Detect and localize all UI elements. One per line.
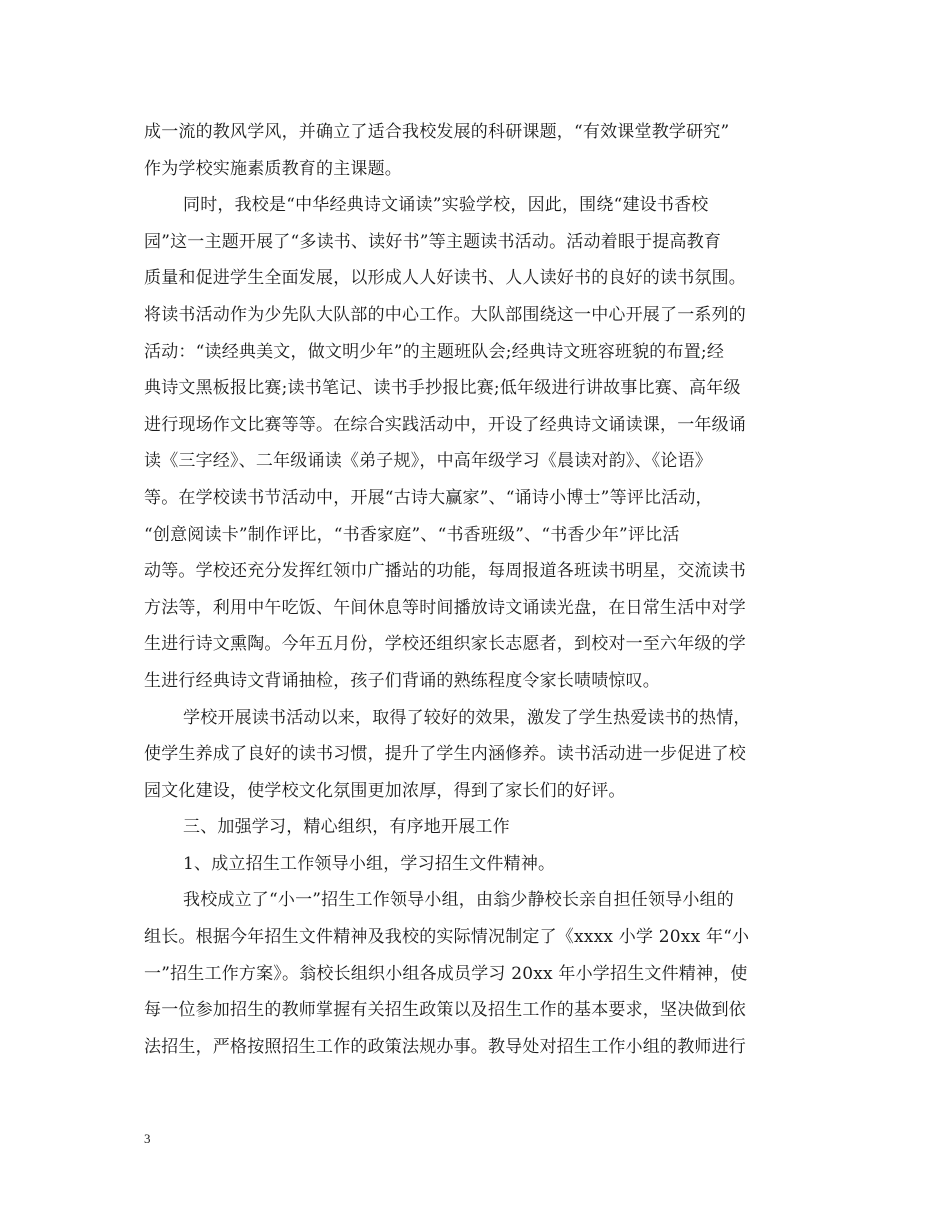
text-line: 使学生养成了良好的读书习惯，提升了学生内涵修养。读书活动进一步促进了校 [144,744,746,765]
text-line: 法招生，严格按照招生工作的政策法规办事。教导处对招生工作小组的教师进行 [144,1036,746,1057]
text-line: 作为学校实施素质教育的主课题。 [144,158,402,179]
text-line: 园”这一主题开展了“多读书、读好书”等主题读书活动。活动着眼于提高教育 [144,231,722,252]
text-line: 生进行诗文熏陶。今年五月份，学校还组织家长志愿者，到校对一至六年级的学 [144,634,746,655]
text-line: 组长。根据今年招生文件精神及我校的实际情况制定了《xxxx 小学 20xx 年“小 [144,927,750,948]
text-line: 一”招生工作方案》。翁校长组织小组各成员学习 20xx 年小学招生文件精神，使 [144,963,748,984]
text-line: 读《三字经》、二年级诵读《弟子规》，中高年级学习《晨读对韵》、《论语》 [144,451,712,472]
text-line: 学校开展读书活动以来，取得了较好的效果，激发了学生热爱读书的热情， [183,707,751,728]
text-line: 典诗文黑板报比赛;读书笔记、读书手抄报比赛;低年级进行讲故事比赛、高年级 [144,378,741,399]
page-number: 3 [144,1131,151,1146]
text-line: 三、加强学习，精心组织，有序地开展工作 [183,817,510,838]
text-line: 生进行经典诗文背诵抽检，孩子们背诵的熟练程度令家长啧啧惊叹。 [144,670,660,691]
text-line: 成一流的教风学风，并确立了适合我校发展的科研课题，“有效课堂教学研究” [144,122,730,142]
text-line: 进行现场作文比赛等等。在综合实践活动中，开设了经典诗文诵读课，一年级诵 [144,414,746,435]
text-line: 1、成立招生工作领导小组，学习招生文件精神。 [183,853,556,874]
text-line: 活动：“读经典美文，做文明少年”的主题班队会;经典诗文班容班貌的布置;经 [144,341,725,362]
text-line: 每一位参加招生的教师掌握有关招生政策以及招生工作的基本要求，坚决做到依 [144,1000,746,1021]
text-line: 质量和促进学生全面发展，以形成人人好读书、人人读好书的良好的读书氛围。 [144,268,746,289]
text-line: 等。在学校读书节活动中，开展“古诗大赢家”、“诵诗小博士”等评比活动， [144,487,713,508]
document-body [144,114,808,1065]
text-line: “创意阅读卡”制作评比，“书香家庭”、“书香班级”、“书香少年”评比活 [144,524,680,545]
text-line: 动等。学校还充分发挥红领巾广播站的功能，每周报道各班读书明星，交流读书 [144,561,746,582]
text-line: 我校成立了“小一”招生工作领导小组，由翁少静校长亲自担任领导小组的 [183,890,734,911]
text-line: 园文化建设，使学校文化氛围更加浓厚，得到了家长们的好评。 [144,780,626,801]
text-line: 同时，我校是“中华经典诗文诵读”实验学校，因此，围绕“建设书香校 [183,195,709,216]
text-line: 方法等，利用中午吃饭、午间休息等时间播放诗文诵读光盘，在日常生活中对学 [144,597,746,618]
text-line: 将读书活动作为少先队大队部的中心工作。大队部围绕这一中心开展了一系列的 [144,304,746,325]
